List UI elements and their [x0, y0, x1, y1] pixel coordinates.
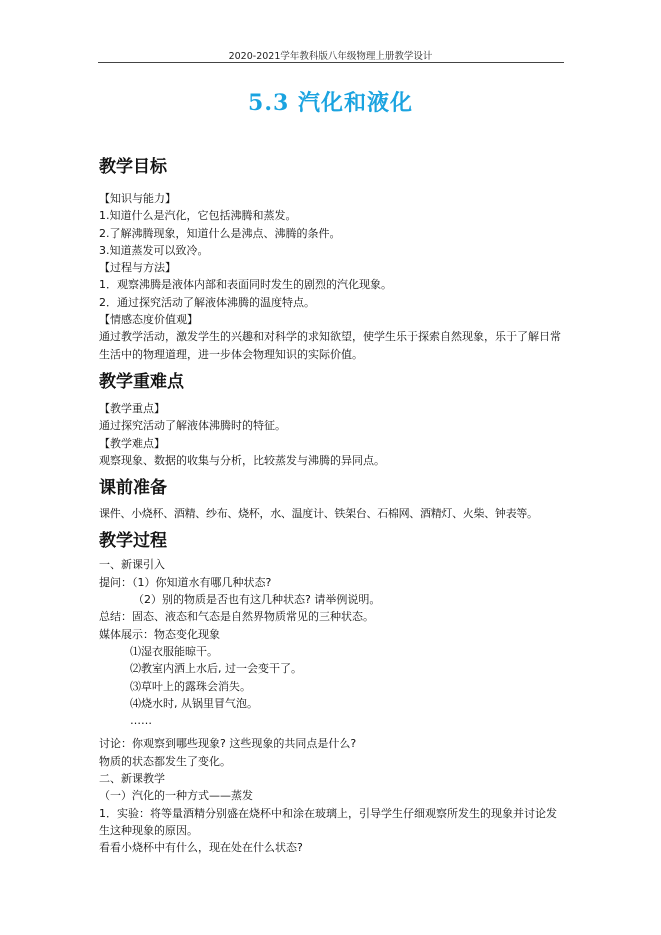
ellipsis: ……: [130, 714, 152, 728]
document-body: [99, 150, 567, 857]
paragraph: 通过探究活动了解液体沸腾时的特征。: [99, 419, 286, 433]
paragraph: 1．实验：将等量酒精分别盛在烧杯中和涂在玻璃上，引导学生仔细观察所发生的现象并讨论发生这种现象的原因。: [99, 806, 557, 837]
header-rule: [98, 62, 564, 63]
paragraph: 二、新课教学: [99, 772, 165, 786]
paragraph: 观察现象、数据的收集与分析，比较蒸发与沸腾的异同点。: [99, 453, 385, 467]
paragraph: 3.知道蒸发可以致冷。: [99, 243, 209, 257]
paragraph: 通过教学活动，激发学生的兴趣和对科学的求知欲望，使学生乐于探索自然现象，乐于了解日常生活中的物理道理，进一步体会物理知识的实际价值。: [99, 330, 561, 361]
page-header: 2020-2021学年教科版八年级物理上册教学设计: [228, 51, 433, 62]
paragraph: （2）别的物质是否也有这几种状态? 请举例说明。: [133, 593, 381, 607]
paragraph: 2．通过探究活动了解液体沸腾的温度特点。: [99, 295, 315, 309]
paragraph: 讨论：你观察到哪些现象? 这些现象的共同点是什么?: [99, 737, 357, 751]
page-title: 5.3 汽化和液化: [248, 90, 413, 116]
paragraph: 1.知道什么是汽化，它包括沸腾和蒸发。: [99, 209, 297, 223]
paragraph: 提问：（1）你知道水有哪几种状态?: [99, 575, 272, 589]
subheading: 【情感态度价值观】: [99, 313, 198, 327]
paragraph: 总结：固态、液态和气态是自然界物质常见的三种状态。: [99, 610, 374, 624]
list-item: ⑴湿衣服能晾干。: [130, 644, 218, 658]
paragraph: 媒体展示：物态变化现象: [99, 627, 220, 641]
paragraph: 课件、小烧杯、酒精、纱布、烧杯，水、温度计、铁架台、石棉网、酒精灯、火柴、钟表等。: [99, 507, 538, 521]
paragraph: （一）汽化的一种方式——蒸发: [99, 789, 253, 803]
paragraph: 物质的状态都发生了变化。: [99, 754, 231, 768]
subheading: 【知识与能力】: [99, 192, 176, 205]
paragraph: 看看小烧杯中有什么，现在处在什么状态?: [99, 841, 303, 855]
paragraph: 1．观察沸腾是液体内部和表面同时发生的剧烈的汽化现象。: [99, 278, 392, 292]
subheading: 【教学重点】: [99, 401, 165, 415]
subheading: 【过程与方法】: [99, 261, 176, 275]
list-item: ⑷烧水时, 从锅里冒气泡。: [130, 696, 258, 710]
subheading: 【教学难点】: [99, 436, 165, 450]
section-heading-keypoints: 教学重难点: [99, 371, 184, 392]
section-heading-goals: 教学目标: [99, 157, 167, 177]
paragraph: 2.了解沸腾现象，知道什么是沸点、沸腾的条件。: [99, 226, 341, 240]
list-item: ⑵教室内洒上水后, 过一会变干了。: [130, 662, 302, 676]
paragraph: 一、新课引入: [99, 558, 165, 572]
section-heading-prep: 课前准备: [99, 478, 167, 499]
list-item: ⑶草叶上的露珠会消失。: [130, 679, 251, 693]
section-heading-process: 教学过程: [99, 531, 167, 552]
